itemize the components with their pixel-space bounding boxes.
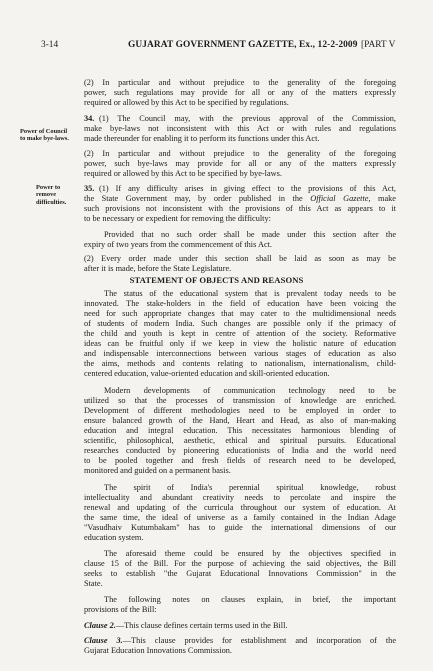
text-line: The aforesaid theme could be ensured by the objectives specified in	[104, 549, 396, 558]
text-line: Development of different methodologies need to be employed in order to	[84, 406, 396, 415]
text-line: to be necessary or expedient for removing the difficulty:	[84, 214, 271, 223]
statement-heading: STATEMENT OF OBJECTS AND REASONS	[129, 275, 304, 285]
text-line: State.	[84, 579, 103, 588]
text-line: (1) If any difficulty arises in giving effect to the provisions of this Act,	[99, 184, 396, 193]
text-line: centered education, value-oriented education and skill-oriented education.	[84, 369, 330, 378]
margin-note-line: to make bye-laws.	[20, 135, 69, 143]
text-line: Gujarat Education Innovations Commission.	[84, 646, 232, 655]
margin-note-34	[20, 128, 82, 143]
text-line: ideas can be fruitful only if we keep in view the holistic nature of education	[84, 339, 396, 348]
text-line: (2) Every order made under this section shall be laid as soon as may be	[84, 254, 396, 263]
text-line: expiry of two years from the commencement of this Act.	[84, 240, 273, 249]
text-line: the State Government may, by order published in the Official Gazette, make	[84, 194, 396, 203]
text-line: power, such regulations may provide for all or any of the matters expressly	[84, 88, 396, 97]
margin-note-line: Power to	[36, 184, 61, 191]
text-line: innovated. The stake-holders in the field of education have been voicing the	[84, 299, 396, 308]
text-line: (2) In particular and without prejudice to the generality of the foregoing	[84, 78, 396, 87]
text-line: the child and youth is kept in centre of attention of the society. Reformative	[84, 329, 396, 338]
text-line: (2) In particular and without prejudice to the generality of the foregoing	[84, 149, 396, 158]
text-line: such provisions not inconsistent with the provisions of this Act as appears to it	[84, 204, 396, 213]
text-line: monitored and guided on a permanent basis.	[84, 466, 231, 475]
text-line: "Vasudhaiv Kutumbakam" has to guide the international dimensions of our	[84, 523, 396, 532]
text-line: to be pooled together and fresh fields of research need to be developed,	[84, 456, 396, 465]
text-line: the aims, methods and contents relating to nationalism, internationalism, child-	[84, 359, 396, 368]
margin-note-line: difficulties.	[36, 198, 67, 206]
text-line: renewal and updating of the curricula throughout our system of education. At	[84, 503, 396, 512]
text-line: Provided that no such order shall be made under this section after the	[104, 230, 396, 239]
text-line: clause 15 of the Bill. For the purpose of achieving the said objectives, the Bill	[84, 559, 396, 568]
text-line: education and integral education. This necessitates harmonious blending of	[84, 426, 396, 435]
text-line: provisions of the Bill:	[84, 605, 157, 614]
clause-2: Clause 2.—This clause defines certain terms used in the Bill.	[84, 621, 288, 630]
section-number: 34.	[84, 114, 95, 123]
clause-3: Clause 3.—This clause provides for establishment and incorporation of the	[84, 636, 397, 645]
text-line: and indispensable interconnections between various stages of education as also	[84, 349, 396, 358]
text-line: education system.	[84, 533, 144, 542]
text-line: utilized so that the processes of transmission of knowledge are enriched.	[84, 396, 396, 405]
text-line: seeks to establish "the Gujarat Educational Innovations Commission" in the	[84, 569, 396, 578]
page-header	[0, 40, 433, 54]
text-line: need for such appropriate changes that may cater to the multidimensional needs	[84, 309, 396, 318]
clause-label: Clause 3.	[84, 636, 123, 645]
margin-note-line: Power of Council	[20, 128, 68, 135]
part-label: [PART V	[361, 40, 396, 50]
text-line: of students of modern India. Such changes are possible only if the primacy of	[84, 319, 396, 328]
section-number: 35.	[84, 184, 95, 193]
text-line: intellectuality and abundant creativity needs to percolate and inspire the	[84, 493, 396, 502]
text-line: made thereunder for enabling it to perform its functions under this Act.	[84, 134, 320, 143]
margin-note-35	[36, 184, 84, 206]
text-line: power, such bye-laws may provide for all or any of the matters expressly	[84, 159, 396, 168]
text-line: make bye-laws not inconsistent with this Act or with rules and regulations	[84, 124, 396, 133]
text-line: The following notes on clauses explain, in brief, the important	[104, 595, 396, 604]
text-line: The status of the educational system that is prevalent today needs to be	[104, 289, 396, 298]
text-line: Modern developments of communication technology need to be	[104, 386, 396, 395]
text-line: scientific, philosophical, aesthetic, ethical and spiritual pursuits. Educational	[84, 436, 396, 445]
margin-note-line: remove	[36, 191, 57, 199]
text-line: The spirit of India's perennial spiritual knowledge, robust	[104, 483, 396, 492]
text-line: required or allowed by this Act to be specified by regulations.	[84, 98, 289, 107]
text-line: the same time, the ideal of universe as a family contained in the Indian Adage	[84, 513, 396, 522]
page-number: 3-14	[41, 40, 59, 50]
text-line: (1) The Council may, with the previous approval of the Commission,	[99, 114, 396, 123]
text-line: researches conducted by pioneering educationists of India and the world need	[84, 446, 396, 455]
text-line: after it is made, before the State Legislature.	[84, 264, 232, 273]
gazette-title: GUJARAT GOVERNMENT GAZETTE, Ex., 12-2-2009	[128, 40, 358, 50]
text-line: required or allowed by this Act to be specified by bye-laws.	[84, 169, 282, 178]
clause-label: Clause 2.	[84, 621, 116, 630]
text-line: ensure balanced growth of the Hand, Heart and Head, as also of man-making	[84, 416, 396, 425]
